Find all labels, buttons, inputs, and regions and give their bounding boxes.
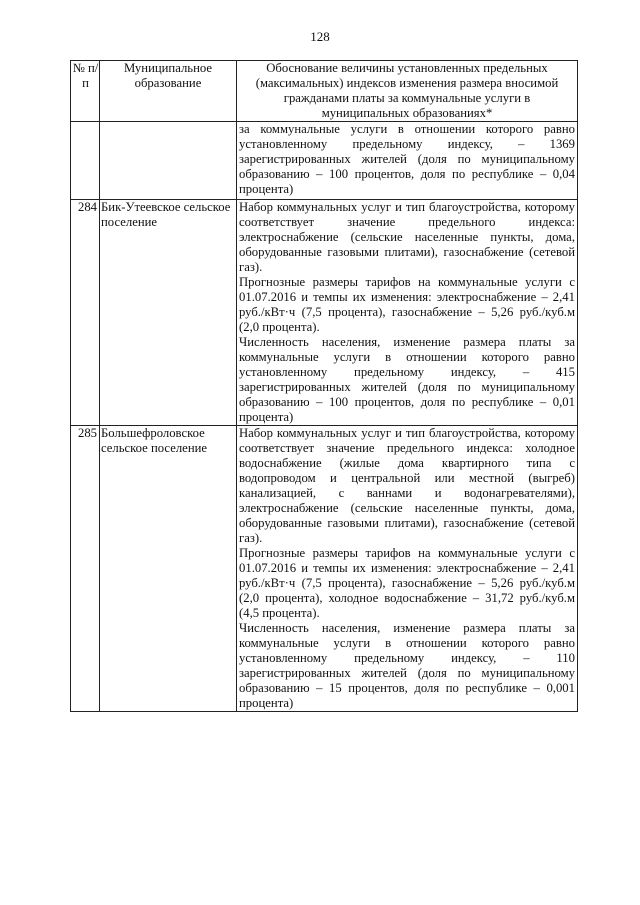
justification-paragraph: Прогнозные размеры тарифов на коммунальные услуги с 01.07.2016 и темпы их изменения: электроснабжение – 2,41 руб./кВт·ч (7,5 процента), газоснабжение – 5,26 руб./куб.м (2,0 процента), холодное водоснабжение – 31,72 руб./куб.м (4,5 процента).: [239, 546, 575, 620]
table-row: [71, 426, 578, 712]
justification-paragraph: Численность населения, изменение размера платы за коммунальные услуги в отношении которого равно установленному предельному индексу, – 110 зарегистрированных жителей (доля по муниципальному образованию – 15 процентов, доля по республике – 0,001 процента): [239, 621, 575, 710]
row-municipality: Бик-Утеевское сельское поселение: [100, 200, 237, 426]
row-justification: [237, 122, 578, 200]
header-justification: Обоснование величины установленных предельных (максимальных) индексов изменения размера вносимой гражданами платы за коммунальные услуги в муниципальных образованиях*: [237, 61, 578, 122]
table-row: [71, 200, 578, 426]
table-row: [71, 122, 578, 200]
justification-paragraph: за коммунальные услуги в отношении которого равно установленному предельному индексу, – 1369 зарегистрированных жителей (доля по муниципальному образованию – 100 процентов, доля по республике – 0,04 процента): [239, 122, 575, 196]
justification-paragraph: Прогнозные размеры тарифов на коммунальные услуги с 01.07.2016 и темпы их изменения: электроснабжение – 2,41 руб./кВт·ч (7,5 процента), газоснабжение – 5,26 руб./куб.м (2,0 процента).: [239, 275, 575, 334]
page-number: 128: [310, 29, 330, 44]
row-num: [71, 122, 100, 200]
justification-paragraph: Набор коммунальных услуг и тип благоустройства, которому соответствует значение предельного индекса: холодное водоснабжение (жилые дома квартирного типа с водопроводом и центральной или местной (выгреб) канализацией, с ваннами и водонагревателями), электроснабжение (сельские населенные пункты, дома, оборудованные газовыми плитами), газоснабжение (сетевой газ).: [239, 426, 575, 545]
header-municipality: Муниципальное образование: [100, 61, 237, 122]
header-num: № п/п: [71, 61, 100, 122]
row-num: 284: [71, 200, 100, 426]
justification-paragraph: Набор коммунальных услуг и тип благоустройства, которому соответствует значение предельного индекса: электроснабжение (сельские населенные пункты, дома, оборудованные газовыми плитами), газоснабжение (сетевой газ).: [239, 200, 575, 274]
row-justification: [237, 426, 578, 712]
index-justification-table: [70, 60, 578, 712]
justification-paragraph: Численность населения, изменение размера платы за коммунальные услуги в отношении которого равно установленному предельному индексу, – 415 зарегистрированных жителей (доля по муниципальному образованию – 100 процентов, доля по республике – 0,01 процента): [239, 335, 575, 424]
table-header-row: [71, 61, 578, 122]
row-municipality: Большефроловское сельское поселение: [100, 426, 237, 712]
row-justification: [237, 200, 578, 426]
row-municipality: [100, 122, 237, 200]
row-num: 285: [71, 426, 100, 712]
